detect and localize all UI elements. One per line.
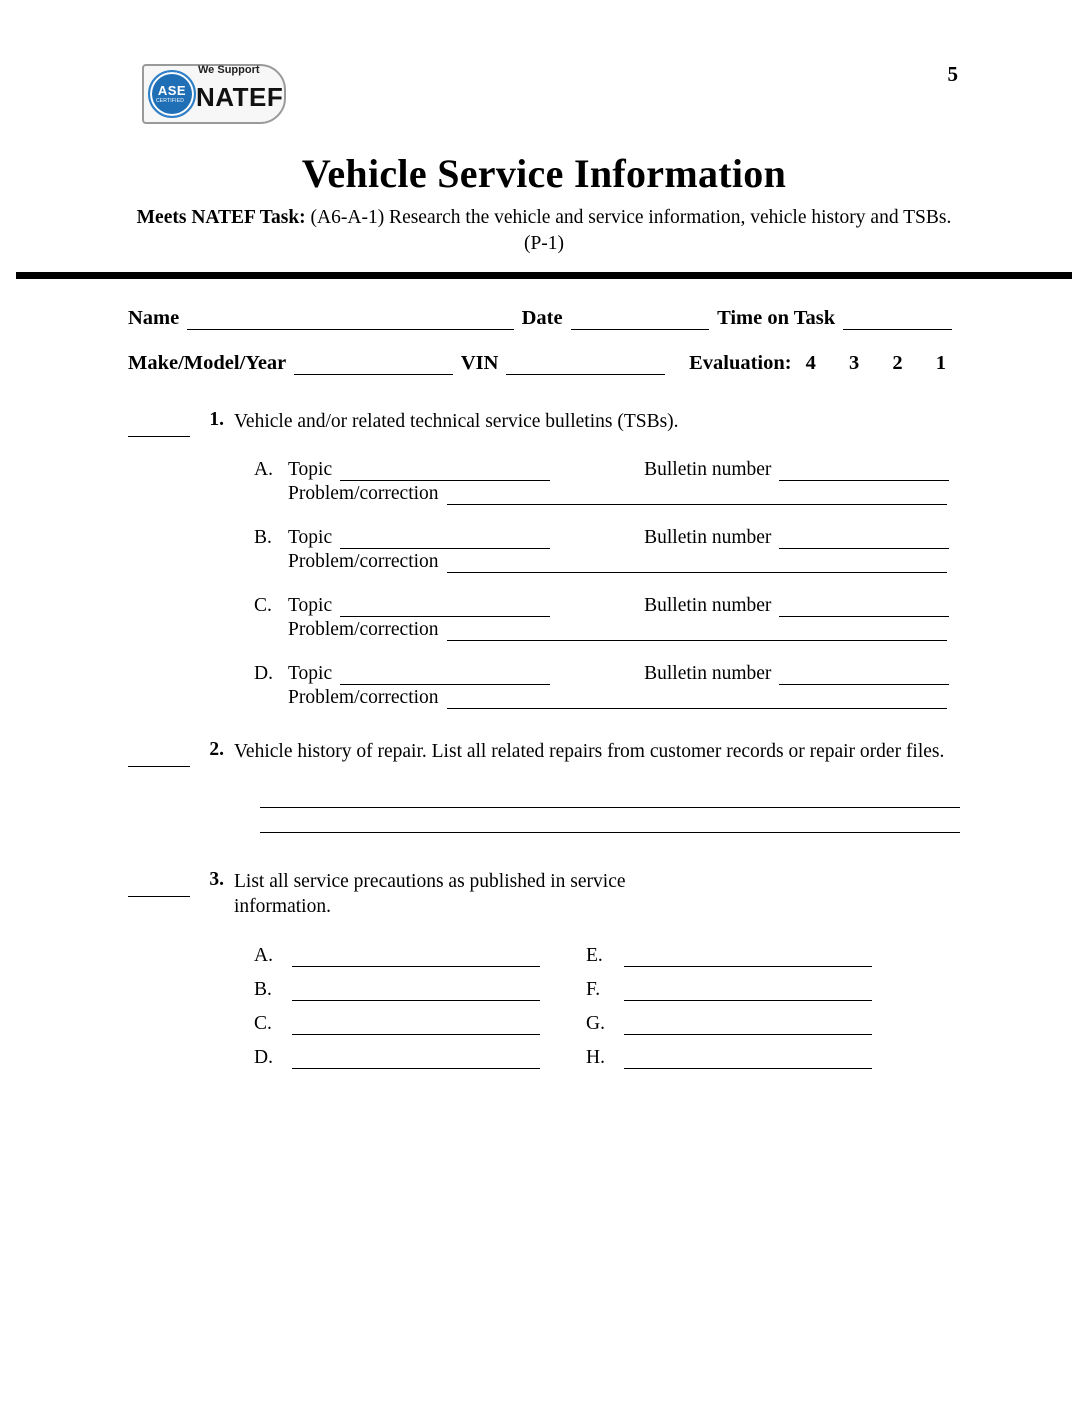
page-title: Vehicle Service Information — [301, 151, 787, 196]
tsb-problem-label-d: Problem/correction — [288, 686, 439, 708]
tsb-letter-a: A. — [254, 458, 273, 480]
question-2-answer-line-2[interactable] — [260, 808, 960, 833]
tsb-topic-input-a[interactable] — [340, 462, 550, 481]
tsb-bulletin-label-a: Bulletin number — [644, 458, 772, 480]
tsb-entry-c — [128, 595, 960, 617]
precaution-cell-g — [586, 1013, 880, 1035]
question-3 — [0, 869, 1088, 920]
task-subtitle — [124, 205, 964, 258]
precaution-letter-a: A. — [254, 945, 273, 967]
task-subtitle-rest: (A6-A-1) Research the vehicle and service information, vehicle history and TSBs. (P-1) — [305, 207, 952, 255]
tsb-problem-row-b — [128, 551, 960, 573]
precaution-input-b[interactable] — [292, 982, 540, 1001]
evaluation-label: Evaluation: — [689, 351, 792, 374]
precaution-cell-c — [254, 1013, 548, 1035]
question-2-score-input[interactable] — [128, 749, 190, 767]
question-2-answer-lines — [0, 783, 1088, 833]
field-row-1 — [128, 307, 960, 330]
tsb-bulletin-label-b: Bulletin number — [644, 526, 772, 548]
tsb-topic-input-c[interactable] — [340, 598, 550, 617]
tsb-problem-row-a — [128, 483, 960, 505]
tsb-bulletin-input-a[interactable] — [779, 462, 949, 481]
tsb-letter-c: C. — [254, 594, 272, 616]
question-1-text: Vehicle and/or related technical service bulletins (TSBs). — [234, 410, 679, 432]
question-1 — [0, 409, 1088, 437]
precaution-input-h[interactable] — [624, 1050, 872, 1069]
question-3-number: 3. — [209, 868, 224, 890]
precaution-letter-b: B. — [254, 979, 272, 1001]
tsb-letter-d: D. — [254, 662, 273, 684]
tsb-problem-label-b: Problem/correction — [288, 550, 439, 572]
tsb-letter-b: B. — [254, 526, 272, 548]
precaution-input-f[interactable] — [624, 982, 872, 1001]
tsb-problem-input-d[interactable] — [447, 690, 947, 709]
date-label: Date — [521, 306, 563, 329]
precaution-letter-g: G. — [586, 1013, 605, 1035]
question-1-number: 1. — [209, 408, 224, 430]
identification-fields — [0, 307, 1088, 375]
tsb-topic-label-a: Topic — [288, 458, 333, 480]
name-input[interactable] — [187, 311, 513, 330]
question-1-sublist — [0, 459, 1088, 709]
tsb-topic-input-b[interactable] — [340, 530, 550, 549]
tsb-problem-label-c: Problem/correction — [288, 618, 439, 640]
evaluation-options[interactable]: 4 3 2 1 — [805, 351, 960, 374]
question-2 — [0, 739, 1088, 767]
tsb-bulletin-input-b[interactable] — [779, 530, 949, 549]
precaution-letter-c: C. — [254, 1013, 272, 1035]
name-label: Name — [128, 306, 180, 329]
precaution-cell-e — [586, 945, 880, 967]
tsb-topic-input-d[interactable] — [340, 666, 550, 685]
tsb-problem-input-c[interactable] — [447, 622, 947, 641]
question-3-text: List all service precautions as published in service information. — [234, 870, 626, 917]
ase-gear-icon — [148, 70, 196, 118]
precaution-letter-d: D. — [254, 1047, 273, 1069]
question-1-score-input[interactable] — [128, 419, 190, 437]
precaution-cell-d — [254, 1047, 548, 1069]
page-number: 5 — [947, 62, 958, 86]
ase-certified-label: CERTIFIED — [155, 98, 185, 104]
precaution-cell-b — [254, 979, 548, 1001]
question-3-row-4 — [254, 1047, 960, 1069]
tsb-entry-b — [128, 527, 960, 549]
tsb-problem-label-a: Problem/correction — [288, 482, 439, 504]
tsb-problem-input-a[interactable] — [447, 486, 947, 505]
precaution-input-a[interactable] — [292, 948, 540, 967]
tsb-topic-label-c: Topic — [288, 594, 333, 616]
precaution-letter-h: H. — [586, 1047, 605, 1069]
question-3-row-1 — [254, 945, 960, 967]
precaution-letter-e: E. — [586, 945, 603, 967]
precaution-input-d[interactable] — [292, 1050, 540, 1069]
we-support-label: We Support — [198, 64, 260, 76]
time-on-task-label: Time on Task — [717, 306, 836, 329]
question-2-text: Vehicle history of repair. List all related repairs from customer records or repair order files. — [234, 740, 945, 762]
time-on-task-input[interactable] — [843, 311, 952, 330]
precaution-cell-f — [586, 979, 880, 1001]
tsb-entry-a — [128, 459, 960, 481]
page-header — [0, 0, 1088, 120]
question-3-answer-grid — [0, 945, 1088, 1069]
date-input[interactable] — [571, 311, 709, 330]
field-row-2 — [128, 352, 960, 375]
natef-label: NATEF — [196, 82, 284, 112]
tsb-bulletin-input-c[interactable] — [779, 598, 949, 617]
question-3-score-input[interactable] — [128, 879, 190, 897]
natef-ase-logo — [138, 58, 290, 128]
tsb-topic-label-b: Topic — [288, 526, 333, 548]
precaution-input-c[interactable] — [292, 1016, 540, 1035]
header-divider — [16, 272, 1072, 279]
vin-label: VIN — [460, 351, 499, 374]
logo-badge — [138, 62, 288, 124]
tsb-topic-label-d: Topic — [288, 662, 333, 684]
tsb-problem-row-d — [128, 687, 960, 709]
tsb-bulletin-label-d: Bulletin number — [644, 662, 772, 684]
vin-input[interactable] — [506, 356, 665, 375]
precaution-cell-h — [586, 1047, 880, 1069]
make-model-year-label: Make/Model/Year — [128, 351, 287, 374]
tsb-problem-input-b[interactable] — [447, 554, 947, 573]
question-2-answer-line-1[interactable] — [260, 783, 960, 808]
question-3-row-2 — [254, 979, 960, 1001]
task-subtitle-prefix: Meets NATEF Task: — [136, 207, 306, 228]
tsb-problem-row-c — [128, 619, 960, 641]
question-2-number: 2. — [209, 738, 224, 760]
precaution-letter-f: F. — [586, 979, 601, 1001]
precaution-cell-a — [254, 945, 548, 967]
make-model-year-input[interactable] — [294, 356, 453, 375]
tsb-entry-d — [128, 663, 960, 685]
precaution-input-e[interactable] — [624, 948, 872, 967]
tsb-bulletin-label-c: Bulletin number — [644, 594, 772, 616]
tsb-bulletin-input-d[interactable] — [779, 666, 949, 685]
question-3-row-3 — [254, 1013, 960, 1035]
precaution-input-g[interactable] — [624, 1016, 872, 1035]
